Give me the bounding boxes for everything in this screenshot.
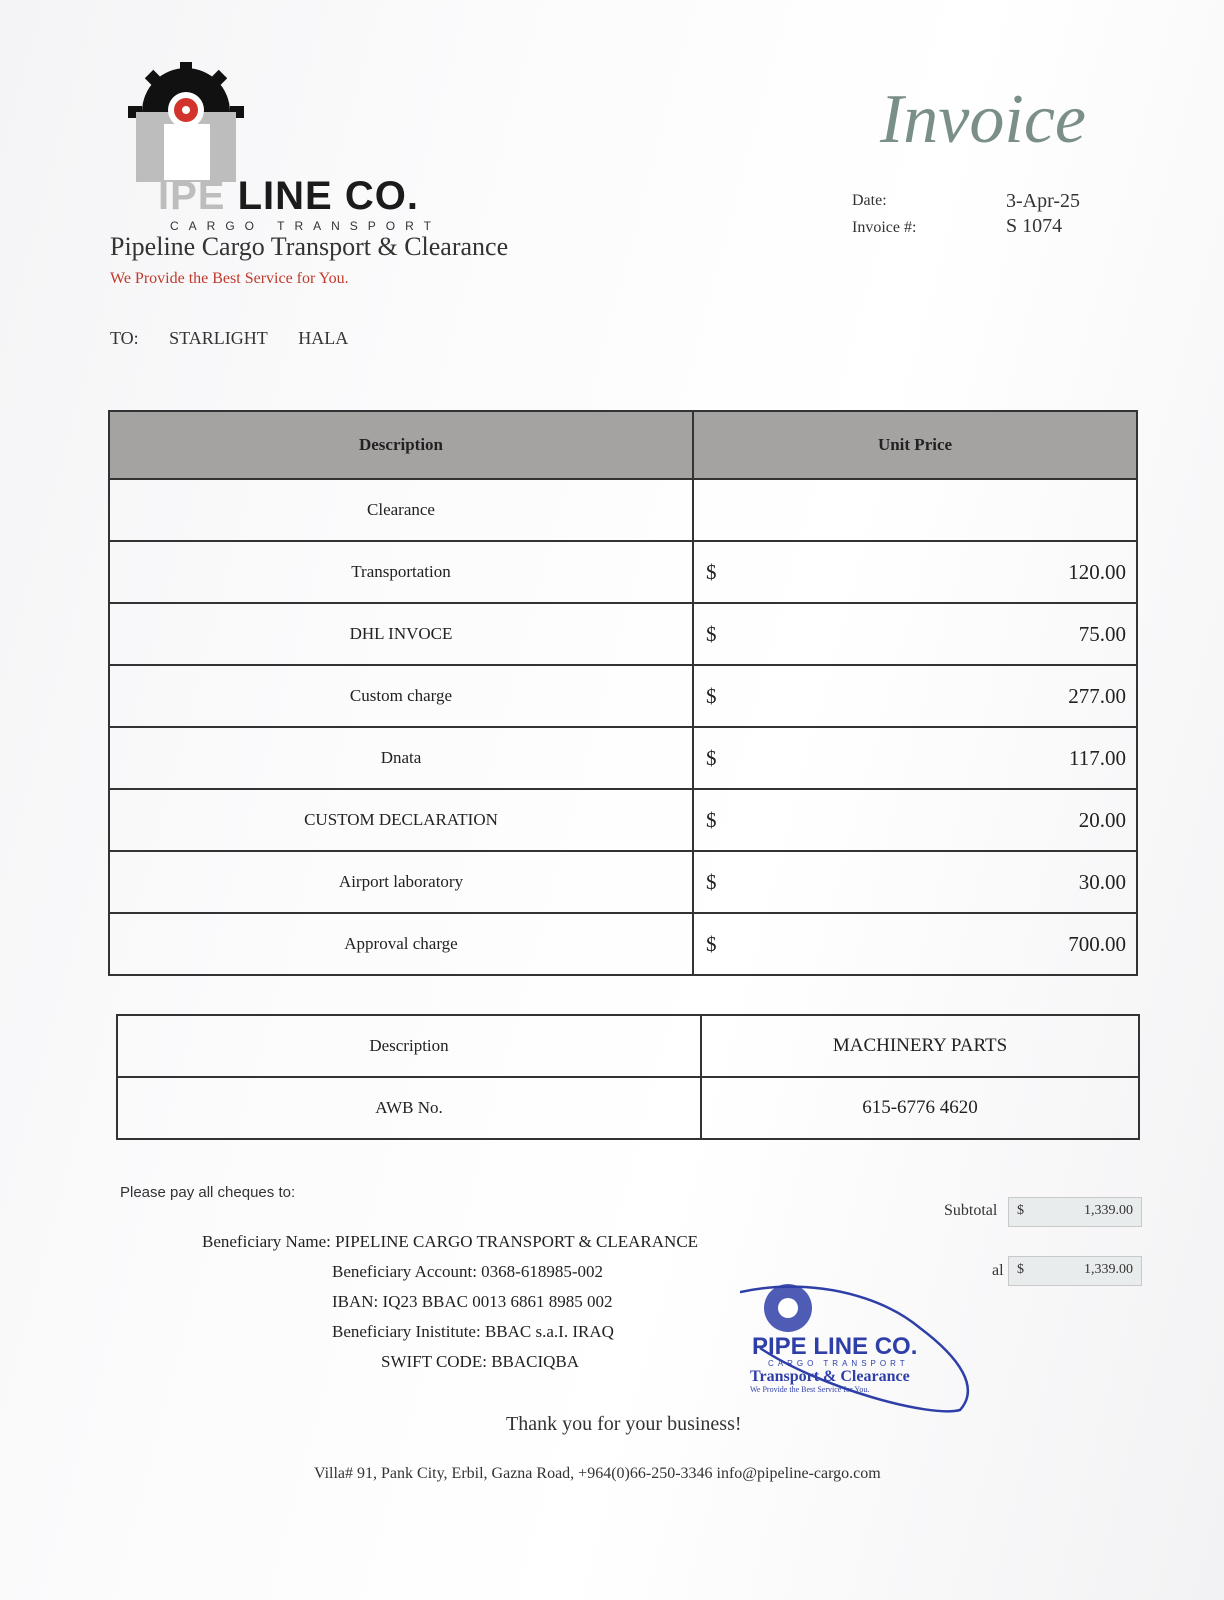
shipment-table: [116, 1014, 1140, 1140]
invoice-number-label: Invoice #:: [852, 219, 917, 236]
footer-address: Villa# 91, Pank City, Erbil, Gazna Road, +964(0)66-250-3346 info@pipeline-cargo.com: [314, 1465, 881, 1482]
invoice-number-value: S 1074: [1006, 215, 1063, 237]
table-row: [109, 665, 1137, 727]
total-label: al: [992, 1262, 1004, 1279]
subtotal-label: Subtotal: [944, 1202, 998, 1219]
cheques-note: Please pay all cheques to:: [120, 1184, 296, 1201]
iban: IBAN: IQ23 BBAC 0013 6861 8985 002: [332, 1292, 613, 1311]
charges-table: [108, 410, 1138, 976]
awb-value: 615-6776 4620: [701, 1077, 1139, 1139]
swift-code: SWIFT CODE: BBACIQBA: [381, 1352, 580, 1371]
charge-description: Transportation: [109, 541, 693, 603]
charge-amount: 700.00: [737, 913, 1137, 975]
charge-currency: $: [693, 603, 737, 665]
beneficiary-account: Beneficiary Account: 0368-618985-002: [332, 1262, 603, 1281]
company-name: Pipeline Cargo Transport & Clearance: [110, 232, 509, 261]
awb-label: AWB No.: [117, 1077, 701, 1139]
unit-price-column-header: Unit Price: [693, 411, 1137, 479]
table-row: [109, 789, 1137, 851]
charge-description: Custom charge: [109, 665, 693, 727]
recipient-name-2: HALA: [298, 328, 349, 348]
charge-amount: 117.00: [737, 727, 1137, 789]
charge-currency: $: [693, 541, 737, 603]
charge-amount: 277.00: [737, 665, 1137, 727]
charges-header-row: [109, 411, 1137, 479]
total-value: 1,339.00: [1084, 1262, 1133, 1277]
table-row: [109, 541, 1137, 603]
table-row: [109, 851, 1137, 913]
logo-word-light: IPE: [158, 174, 226, 218]
date-value: 3-Apr-25: [1006, 190, 1081, 212]
stamp-tagline: We Provide the Best Service for You.: [750, 1385, 870, 1394]
thank-you-note: Thank you for your business!: [506, 1413, 742, 1435]
table-row: [117, 1015, 1139, 1077]
table-row: [117, 1077, 1139, 1139]
subtotal-box: [1008, 1197, 1142, 1227]
charge-currency: $: [693, 665, 737, 727]
to-label: TO:: [110, 328, 139, 348]
recipient-name-1: STARLIGHT: [169, 328, 268, 348]
charge-amount-empty: [693, 479, 1137, 541]
charge-amount: 20.00: [737, 789, 1137, 851]
date-label: Date:: [852, 192, 887, 209]
invoice-title: Invoice: [880, 81, 1086, 158]
beneficiary-institute: Beneficiary Inistitute: BBAC s.a.I. IRAQ: [332, 1322, 614, 1341]
charge-amount: 120.00: [737, 541, 1137, 603]
table-row: [109, 913, 1137, 975]
charge-amount: 30.00: [737, 851, 1137, 913]
charge-currency: $: [693, 851, 737, 913]
charge-currency: $: [693, 789, 737, 851]
stamp-line: Transport & Clearance: [750, 1368, 910, 1385]
company-stamp: [740, 1268, 990, 1418]
table-row: [109, 479, 1137, 541]
company-tagline: We Provide the Best Service for You.: [110, 270, 349, 287]
charge-description: DHL INVOCE: [109, 603, 693, 665]
shipment-description-label: Description: [117, 1015, 701, 1077]
charge-currency: $: [693, 727, 737, 789]
charge-description: Clearance: [109, 479, 693, 541]
shipment-description-value: MACHINERY PARTS: [701, 1015, 1139, 1077]
beneficiary-name: Beneficiary Name: PIPELINE CARGO TRANSPORT & CLEARANCE: [202, 1232, 699, 1251]
total-currency: $: [1017, 1262, 1024, 1277]
charges-body: [109, 479, 1137, 975]
company-logo: [128, 62, 468, 232]
stamp-logo-icon: [740, 1268, 990, 1418]
logo-word-dark: LINE CO.: [225, 174, 419, 218]
gear-logo-icon: [128, 62, 248, 182]
subtotal-value: 1,339.00: [1084, 1203, 1133, 1218]
logo-wordmark: [158, 174, 419, 219]
table-row: [109, 603, 1137, 665]
description-column-header: Description: [109, 411, 693, 479]
charge-description: Approval charge: [109, 913, 693, 975]
stamp-sub: CARGO TRANSPORT: [768, 1359, 909, 1368]
subtotal-currency: $: [1017, 1203, 1024, 1218]
charge-description: CUSTOM DECLARATION: [109, 789, 693, 851]
total-box: [1008, 1256, 1142, 1286]
recipient-row: [110, 328, 374, 349]
charge-description: Airport laboratory: [109, 851, 693, 913]
stamp-name: PIPE LINE CO.: [752, 1333, 918, 1360]
charge-description: Dnata: [109, 727, 693, 789]
charge-currency: $: [693, 913, 737, 975]
charge-amount: 75.00: [737, 603, 1137, 665]
logo-subtitle: CARGO TRANSPORT: [170, 219, 441, 233]
table-row: [109, 727, 1137, 789]
